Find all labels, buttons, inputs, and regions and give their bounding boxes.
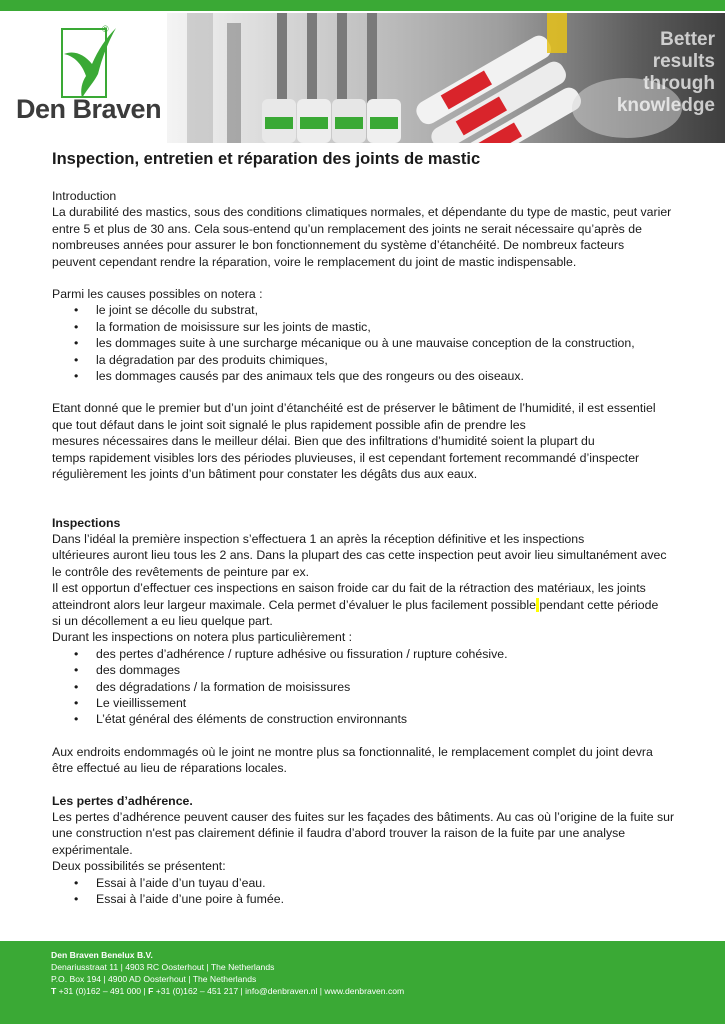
document-body: [52, 149, 677, 907]
list-item: • les dommages suite à une surcharge mécanique ou à une mauvaise conception de la construction,: [52, 335, 677, 351]
list-item: • Essai à l’aide d’un tuyau d’eau.: [52, 875, 677, 891]
phone-number: +31 (0)162 – 491 000 |: [56, 986, 149, 996]
footer-contact: [51, 949, 404, 997]
adhesion-line: Les pertes d’adhérence peuvent causer des fuites sur les façades des bâtiments. Au cas où l’origine de la fuite sur: [52, 810, 675, 824]
causes-intro: Parmi les causes possibles on notera :: [52, 287, 263, 302]
inspections-line-part: pendant cette période: [539, 597, 659, 612]
list-item: • des pertes d’adhérence / rupture adhésive ou fissuration / rupture cohésive.: [52, 646, 677, 662]
adhesion-line: expérimentale.: [52, 842, 133, 857]
fax-and-links: +31 (0)162 – 451 217 | info@denbraven.nl | www.denbraven.com: [153, 986, 405, 996]
footer-postbox: P.O. Box 194 | 4900 AD Oosterhout | The Netherlands: [51, 974, 257, 984]
tagline-line: through: [643, 73, 715, 94]
list-item: • Le vieillissement: [52, 695, 677, 711]
adhesion-line: une construction n'est pas clairement définie il faudra d’abord trouver la raison de la fuite par une analyse: [52, 826, 626, 841]
inspections-line-part: atteindront alors leur largeur maximale. Cela permet d’évaluer le plus facilement possible: [52, 597, 536, 612]
purpose-line: mesures nécessaires dans le meilleur délai. Bien que des infiltrations d’humidité soient la plupart du: [52, 434, 595, 449]
footer-phone-line: [51, 985, 404, 997]
purpose-line: que tout défaut dans le joint soit signalé le plus rapidement possible afin de prendre les: [52, 417, 526, 432]
intro-line: nombreuses années pour assurer le bon fonctionnement du système d’étanchéité. De nombreux facteurs: [52, 238, 625, 253]
inspections-heading: Inspections: [52, 515, 121, 530]
inspections-line: le contrôle des revêtements de peinture par ex.: [52, 564, 310, 579]
adhesion-line: Deux possibilités se présentent:: [52, 859, 226, 874]
inspections-line: [52, 597, 677, 613]
intro-line: peuvent cependant rendre la réparation, voire le remplacement du joint de mastic indispensable.: [52, 254, 577, 269]
registered-mark: ®: [102, 24, 109, 34]
causes-list: [52, 302, 677, 384]
list-item: • Essai à l’aide d’une poire à fumée.: [52, 891, 677, 907]
damaged-line: Aux endroits endommagés où le joint ne montre plus sa fonctionnalité, le remplacement complet du joint devra: [52, 744, 653, 759]
banner-tagline: [617, 29, 715, 117]
list-item: • la formation de moisissure sur les joints de mastic,: [52, 319, 677, 335]
list-item: • L’état général des éléments de construction environnants: [52, 711, 677, 727]
inspections-line: si un décollement a eu lieu quelque part.: [52, 613, 273, 628]
list-item: • des dégradations / la formation de moisissures: [52, 679, 677, 695]
document-title: Inspection, entretien et réparation des joints de mastic: [52, 150, 481, 168]
intro-line: La durabilité des mastics, sous des conditions climatiques normales, et dépendante du type de mastic, peut varier: [52, 205, 672, 220]
list-item: • des dommages: [52, 662, 677, 678]
list-item: • les dommages causés par des animaux tels que des rongeurs ou des oiseaux.: [52, 368, 677, 384]
purpose-line: Etant donné que le premier but d’un joint d’étanchéité est de préserver le bâtiment de l’humidité, il est essentiel: [52, 401, 656, 416]
footer-address: Denariusstraat 11 | 4903 RC Oosterhout | The Netherlands: [51, 962, 275, 972]
tagline-line: knowledge: [616, 95, 715, 116]
bird-icon: [54, 24, 126, 100]
list-item: • la dégradation par des produits chimiques,: [52, 352, 677, 368]
footer: [0, 941, 725, 1024]
intro-line: entre 5 et plus de 30 ans. Cela sous-entend qu’un remplacement des joints ne serait nécessaire qu’après de: [52, 221, 642, 236]
header-banner: [167, 13, 725, 143]
inspections-line: Dans l’idéal la première inspection s’effectuera 1 an après la réception définitive et les inspections: [52, 531, 585, 546]
list-item: • le joint se décolle du substrat,: [52, 302, 677, 318]
fax-label: F: [148, 986, 154, 996]
tagline-line: results: [652, 51, 715, 72]
inspection-points-list: [52, 646, 677, 728]
brand-name: Den Braven: [16, 94, 162, 124]
inspections-line: Durant les inspections on notera plus particulièrement :: [52, 630, 353, 645]
purpose-line: régulièrement les joints d’un bâtiment pour constater les dégâts dus aux eaux.: [52, 467, 478, 482]
purpose-line: temps rapidement visibles lors des périodes pluvieuses, il est cependant fortement recommandé d’inspecter: [52, 450, 640, 465]
intro-heading: Introduction: [52, 189, 117, 203]
inspections-line: Il est opportun d’effectuer ces inspections en saison froide car du fait de la rétraction des matériaux, les joints: [52, 581, 646, 596]
top-green-bar: [0, 0, 725, 11]
phone-label: T: [51, 986, 57, 996]
tests-list: [52, 875, 677, 908]
inspections-line: ultérieures auront lieu tous les 2 ans. Dans la plupart des cas cette inspection peut avoir lieu simultanément avec: [52, 548, 667, 563]
damaged-line: être effectué au lieu de réparations locales.: [52, 761, 287, 776]
footer-company: Den Braven Benelux B.V.: [51, 950, 153, 960]
den-braven-logo: [16, 24, 166, 134]
tagline-line: Better: [660, 29, 715, 50]
adhesion-heading: Les pertes d’adhérence.: [52, 793, 193, 808]
